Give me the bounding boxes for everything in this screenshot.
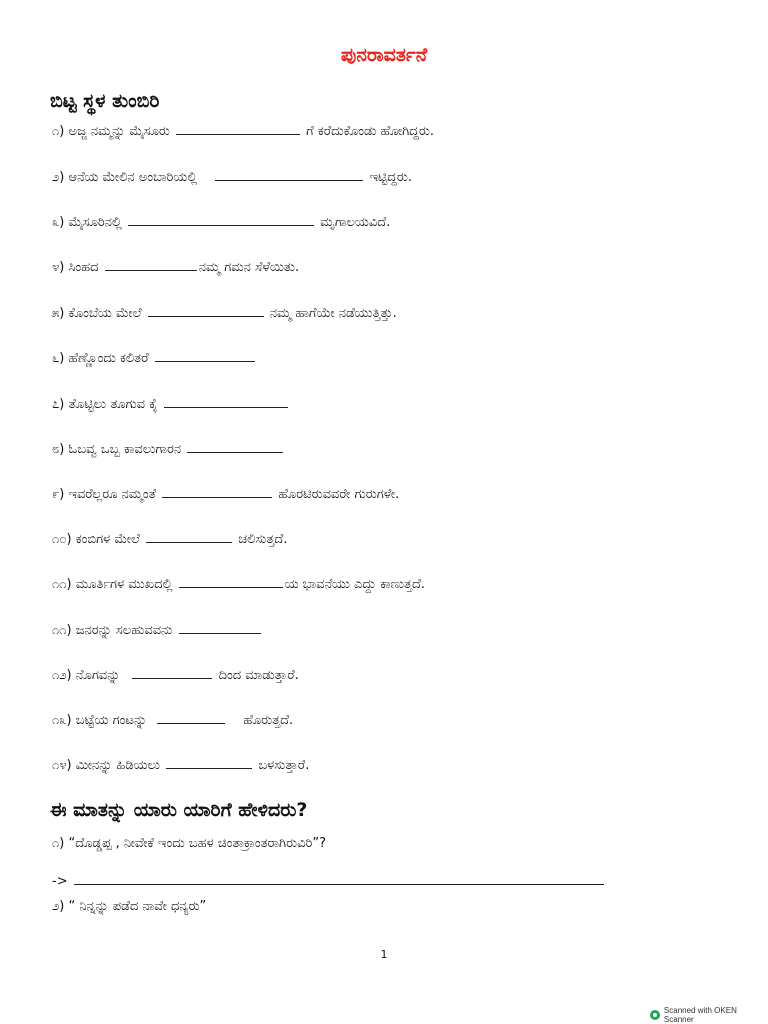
scanner-logo-icon (650, 1010, 660, 1020)
question-number: ೫) (52, 306, 65, 321)
answer-blank[interactable] (179, 575, 283, 588)
answer-blank[interactable] (164, 395, 288, 408)
fill-blanks-heading: ಬಿಟ್ಟ ಸ್ಥಳ ತುಂಬಿರಿ (50, 90, 160, 112)
question-text-after: ಮೃಗಾಲಯವಿದೆ. (320, 215, 391, 230)
question-number: ೨) (52, 170, 65, 185)
question-11 (52, 575, 425, 594)
question-text: ಜನರನ್ನು ಸಲಹುವವನು (75, 623, 173, 638)
answer-blank[interactable] (74, 872, 604, 885)
question-text: ಕೊಂಬೆಯ ಮೇಲೆ (68, 306, 142, 321)
question-text-after: ಹೊರುತ್ತದೆ. (243, 713, 294, 728)
question-12 (52, 621, 263, 640)
question-14 (52, 711, 293, 730)
question-number: ೪) (52, 260, 65, 275)
question-text: ಸಿಂಹದ (68, 260, 99, 275)
question-text: ಅಜ್ಜ ನಮ್ಮನ್ನು ಮೈಸೂರು (68, 124, 170, 139)
question-text-after: ಚಲಿಸುತ್ತದೆ. (238, 532, 288, 547)
who-said-heading: ಈ ಮಾತನ್ನು ಯಾರು ಯಾರಿಗೆ ಹೇಳಿದರು? (50, 799, 308, 821)
who-said-question-2: ೨) “ ನಿನ್ನನ್ನು ಪಡೆದ ನಾವೇ ಧನ್ಯರು” (52, 899, 207, 914)
question-text-after: ಇಟ್ಟಿದ್ದರು. (369, 170, 413, 185)
question-text: ಮೂರ್ತಿಗಳ ಮುಖದಲ್ಲಿ (75, 577, 173, 592)
answer-blank[interactable] (179, 621, 261, 634)
question-text: ತೊಟ್ಟಿಲು ತೂಗುವ ಕೈ (68, 397, 158, 412)
question-number: ೯) (52, 487, 65, 502)
answer-blank[interactable] (105, 258, 197, 271)
question-text: ಓಬವ್ವ ಒಬ್ಬ ಕಾವಲುಗಾರನ (68, 442, 182, 457)
question-number: ೧೩) (52, 713, 72, 728)
question-text: ಕಂಬಿಗಳ ಮೇಲೆ (75, 532, 140, 547)
question-number: ೧೨) (52, 668, 72, 683)
arrow-prefix: -> (52, 874, 68, 889)
question-8 (52, 440, 285, 459)
answer-blank[interactable] (176, 122, 300, 135)
scanner-text: Scanned with OKEN Scanner (663, 1006, 737, 1024)
question-5 (52, 304, 397, 323)
question-text-after: ಹೊರಟಿರುವವರೇ ಗುರುಗಳೇ. (278, 487, 400, 502)
page-number: 1 (380, 948, 388, 961)
question-number: ೭) (52, 397, 65, 412)
question-number: ೧೪) (52, 758, 72, 773)
question-number: ೧೦) (52, 532, 72, 547)
question-13 (52, 666, 299, 685)
answer-blank[interactable] (166, 756, 252, 769)
question-text-after: ದಿಂದ ಮಾಡುತ್ತಾರೆ. (218, 668, 299, 683)
answer-blank[interactable] (162, 485, 272, 498)
question-3 (52, 213, 390, 232)
question-10 (52, 530, 287, 549)
question-text-after: ನಮ್ಮ ಹಾಗೆಯೇ ನಡೆಯುತ್ತಿತ್ತು. (269, 306, 397, 321)
who-said-question-1: ೧) “ದೊಡ್ಡಪ್ಪ , ನೀವೇಕೆ ಇಂದು ಬಹಳ ಚಿಂತಾಕ್ರಾಂತರಾಗಿರುವಿರಿ”? (52, 836, 326, 851)
question-text-after: ನಮ್ಮ ಗಮನ ಸೆಳೆಯಿತು. (198, 260, 300, 275)
question-9 (52, 485, 399, 504)
question-text-after: ಗೆ ಕರೆದುಕೊಂಡು ಹೋಗಿದ್ದರು. (306, 124, 434, 139)
question-text: ಮೈಸೂರಿನಲ್ಲಿ (68, 215, 122, 230)
answer-line (52, 872, 606, 891)
answer-blank[interactable] (157, 711, 225, 724)
question-text: ನೊಗವನ್ನು (75, 668, 121, 683)
question-text: ಆನೆಯ ಮೇಲಿನ ಅಂಬಾರಿಯಲ್ಲಿ (68, 170, 198, 185)
question-number: ೩) (52, 215, 65, 230)
question-text-after: ಯ ಭಾವನೆಯು ಎದ್ದು ಕಾಣುತ್ತದೆ. (284, 577, 426, 592)
answer-blank[interactable] (128, 213, 314, 226)
question-6 (52, 349, 257, 368)
question-text-after: ಬಳಸುತ್ತಾರೆ. (258, 758, 310, 773)
answer-blank[interactable] (215, 168, 363, 181)
question-1 (52, 122, 434, 141)
question-15 (52, 756, 309, 775)
question-7 (52, 395, 290, 414)
question-text: ಬಟ್ಟೆಯ ಗಂಟನ್ನು (75, 713, 148, 728)
question-2 (52, 168, 412, 187)
page-title: ಪುನರಾವರ್ತನೆ (340, 44, 428, 66)
question-number: ೧೧) (52, 623, 72, 638)
question-text: ಮೀನನ್ನು ಹಿಡಿಯಲು (75, 758, 161, 773)
question-number: ೧) (52, 124, 65, 139)
question-number: ೧೧) (52, 577, 72, 592)
answer-blank[interactable] (148, 304, 264, 317)
question-number: ೮) (52, 442, 65, 457)
scanner-watermark (650, 1006, 768, 1024)
question-4 (52, 258, 299, 277)
answer-blank[interactable] (155, 349, 255, 362)
answer-blank[interactable] (146, 530, 232, 543)
question-number: ೬) (52, 351, 65, 366)
answer-blank[interactable] (187, 440, 283, 453)
answer-blank[interactable] (132, 666, 212, 679)
question-text: ಹೆಣ್ಣೊಂದು ಕಲಿತರೆ (68, 351, 149, 366)
question-text: ಇವರೆಲ್ಲರೂ ನಮ್ಮಂತೆ (68, 487, 157, 502)
